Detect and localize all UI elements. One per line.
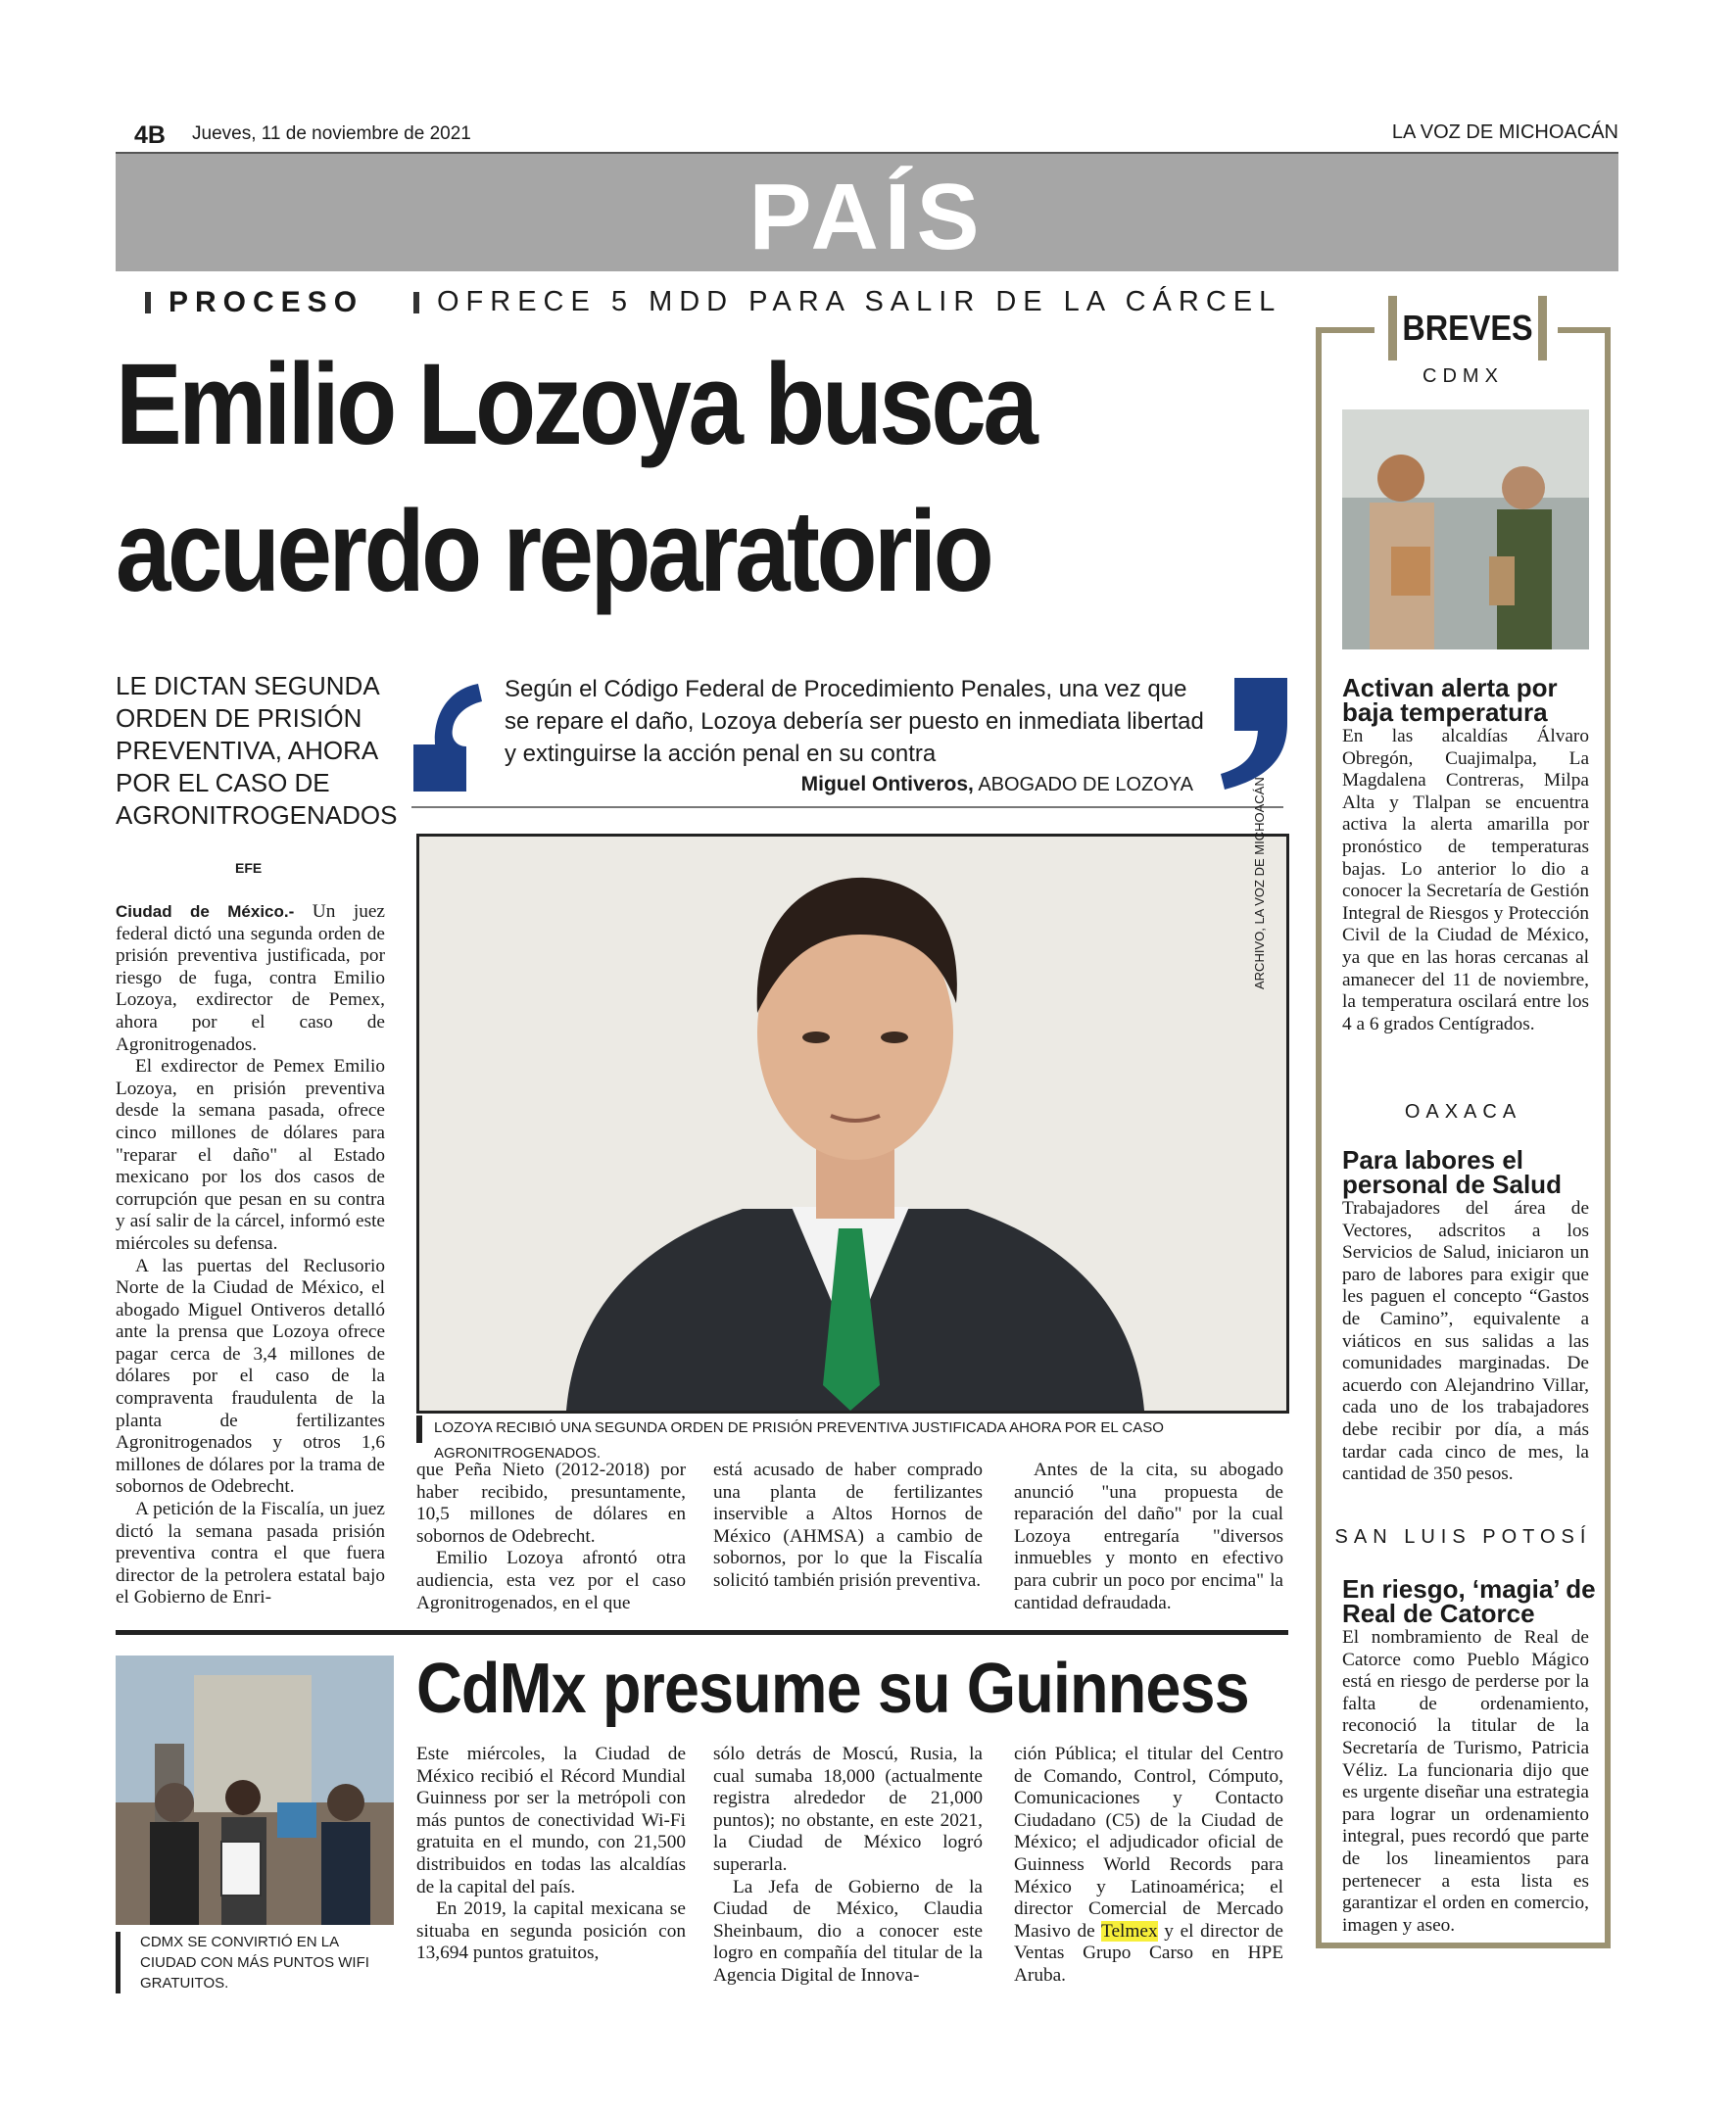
photo-credit: ARCHIVO, LA VOZ DE MICHOACÁN [1252,777,1267,989]
brief-title: En riesgo, ‘magia’ de Real de Catorce [1342,1574,1596,1628]
story-column-1 [116,901,385,1609]
story-paragraph: A las puertas del Reclusorio Norte de la Ciudad de México, el abogado Miguel Ontiveros detalló ante la prensa que Lozoya ofrece pagar cerca de 3,4 millones de dólares por el caso de la compraventa fraudulenta de la planta de fertilizantes Agronitrogenados y otros 1,6 millones de dólares por la trama de sobornos de Odebrecht. [116,1255,385,1498]
guinness-photo [116,1656,394,1925]
brief-place: CDMX [1423,365,1504,387]
subheadline: LE DICTAN SEGUNDA ORDEN DE PRISIÓN PREVENTIVA, AHORA POR EL CASO DE AGRONITROGENADOS [116,671,398,830]
brief-body: Trabajadores del área de Vectores, adscritos a los Servicios de Salud, iniciaron un paro de labores para exigir que les paguen el concepto “Gastos de Camino”, equivalente a viáticos en sus salidas a las comunidades marginadas. De acuerdo con Alejandrino Villar, cada uno de los trabajadores debe recibir por día, a más tardar cada cinco de mes, la cantidad de 350 pesos. [1342,1198,1589,1485]
kicker-marker [145,292,151,313]
story-paragraph: Emilio Lozoya afrontó otra audiencia, esta vez por el caso Agronitrogenados, en el que [416,1548,686,1613]
page-number: 4B [134,121,166,149]
story-paragraph: Este miércoles, la Ciudad de México recibió el Récord Mundial Guinness por ser la metrópoli con más puntos de conectividad Wi-Fi gratuita en el mundo, con 21,500 distribuidos en todas las alcaldías de la capital del país. [416,1744,686,1897]
story-paragraph: A petición de la Fiscalía, un juez dictó la semana pasada prisión preventiva contra el que fuera director de la petrolera estatal bajo el Gobierno de Enri- [116,1499,385,1608]
open-quote-icon [411,676,486,793]
headline-line: Emilio Lozoya busca [116,340,1036,469]
headline-line: acuerdo reparatorio [116,487,991,616]
story-column-2 [416,1460,686,1614]
highlighted-text: Telmex [1101,1920,1158,1942]
kicker-marker [413,292,419,313]
section-title: PAÍS [748,165,986,269]
story-paragraph: El exdirector de Pemex Emilio Lozoya, en prisión preventiva desde la semana pasada, ofrece cinco millones de dólares para "reparar el daño" al Estado mexicano por los dos casos de corrupción que pesan en su contra y así salir de la cárcel, informó este miércoles su defensa. [116,1056,385,1254]
section-banner [116,154,1618,271]
newspaper-name: LA VOZ DE MICHOACÁN [1391,121,1618,143]
photo-caption: LOZOYA RECIBIÓ UNA SEGUNDA ORDEN DE PRISIÓN PREVENTIVA JUSTIFICADA AHORA POR EL CASO AGRONITROGENADOS. [416,1416,1306,1443]
brief-title: Para labores el personal de Salud [1342,1145,1562,1199]
story-paragraph: La Jefa de Gobierno de la Ciudad de México, Claudia Sheinbaum, dio a conocer este logro en compañía del titular de la Agencia Digital de Innova- [713,1876,983,1986]
story-paragraph: está acusado de haber comprado una planta de fertilizantes inservible a Altos Hornos de México (AHMSA) a cambio de sobornos, por lo que la Fiscalía solicitó también prisión preventiva. [713,1460,983,1591]
quote-attribution [801,773,1193,796]
byline: EFE [235,860,263,876]
story-paragraph: que Peña Nieto (2012-2018) por haber recibido, presuntamente, 10,5 millones de dólares en sobornos de Odebrecht. [416,1460,686,1547]
story-paragraph: Antes de la cita, su abogado anunció "una propuesta de reparación del daño" por la cual Lozoya entregaría "diversos inmuebles y monto en efectivo para cubrir un poco por encima" la cantidad defraudada. [1014,1460,1283,1613]
kicker-label: PROCESO [169,286,364,318]
kicker-text: OFRECE 5 MDD PARA SALIR DE LA CÁRCEL [437,286,1282,317]
brief-body: El nombramiento de Real de Catorce como Pueblo Mágico está en riesgo de perderse por la falta de ordenamiento, reconoció la titular de la Secretaría de Turismo, Patricia Véliz. La funcionaria dijo que es urgente diseñar una estrategia para lograr un ordenamiento integral, pues recordó que parte de los lineamientos para pertenecer a esta lista es garantizar el orden en comercio, imagen y aseo. [1342,1627,1589,1936]
story-text: y el director de Ventas Grupo Carso en HPE Aruba. [1014,1920,1283,1986]
dateline: Ciudad de México.- [116,902,295,921]
guinness-column-3 [1014,1744,1283,1988]
portrait-illustration [419,837,1286,1411]
story-paragraph [1014,1744,1283,1988]
story-paragraph [116,901,385,1056]
brief-body: En las alcaldías Álvaro Obregón, Cuajimalpa, La Magdalena Contreras, Milpa Alta y Tlalpan se encuentra activa la alerta amarilla por pronóstico de temperaturas bajas. Lo anterior lo dio a conocer la Secretaría de Gestión Integral de Riesgos y Protección Civil de la Ciudad de México, ya que en las horas cercanas al amanecer del 11 de noviembre, la temperatura oscilará entre los 4 a 6 grados Centígrados. [1342,726,1589,1034]
story-column-4 [1014,1460,1283,1614]
guinness-column-2 [713,1744,983,1988]
story-column-3 [713,1460,983,1593]
cdmx-photo [1342,409,1589,649]
guinness-column-1 [416,1744,686,1965]
guinness-headline: CdMx presume su Guinness [416,1650,1249,1728]
brief-place: SAN LUIS POTOSÍ [1334,1526,1592,1548]
brief-place: OAXACA [1404,1101,1522,1123]
issue-date: Jueves, 11 de noviembre de 2021 [192,123,471,144]
story-paragraph: En 2019, la capital mexicana se situaba en segunda posición con 13,694 puntos gratuitos, [416,1898,686,1964]
story-divider [116,1630,1288,1635]
story-paragraph: sólo detrás de Moscú, Rusia, la cual sumaba 18,000 (actualmente registra alrededor de 21,000 puntos); no obstante, en este 2021, la Ciudad de México logró superarla. [713,1744,983,1875]
pull-quote-text: Según el Código Federal de Procedimiento Penales, una vez que se repare el daño, Lozoya debería ser puesto en inmediata libertad y extinguirse la acción penal en su contra [505,676,1204,767]
lozoya-photo [416,834,1289,1414]
breves-frame-top [1316,327,1374,333]
breves-title: BREVES [1388,296,1547,360]
ceremony-illustration [116,1656,394,1925]
story-text: ción Pública; el titular del Centro de Comando, Control, Cómputo, Comunicaciones y Contacto Ciudadano (C5) de la Ciudad de México; el adjudicador oficial de Guinness World Records para México y Latinoamérica; el director Comercial de Mercado Masivo de [1014,1744,1283,1942]
breves-frame-top [1558,327,1611,333]
quote-author-name: Miguel Ontiveros, [800,773,974,795]
quote-rule [411,806,1283,808]
story-text: Un juez federal dictó una segunda orden de prisión preventiva justificada, por riesgo de fuga, contra Emilio Lozoya, exdirector de Pemex, ahora por el caso de Agronitrogenados. [116,901,385,1055]
quote-author-role: ABOGADO DE LOZOYA [978,774,1193,795]
brief-title: Activan alerta por baja temperatura [1342,673,1558,727]
pedestrians-illustration [1342,409,1589,649]
guinness-caption: CDMX SE CONVIRTIÓ EN LA CIUDAD CON MÁS PUNTOS WIFI GRATUITOS. [116,1932,394,1993]
main-headline [116,331,1312,625]
